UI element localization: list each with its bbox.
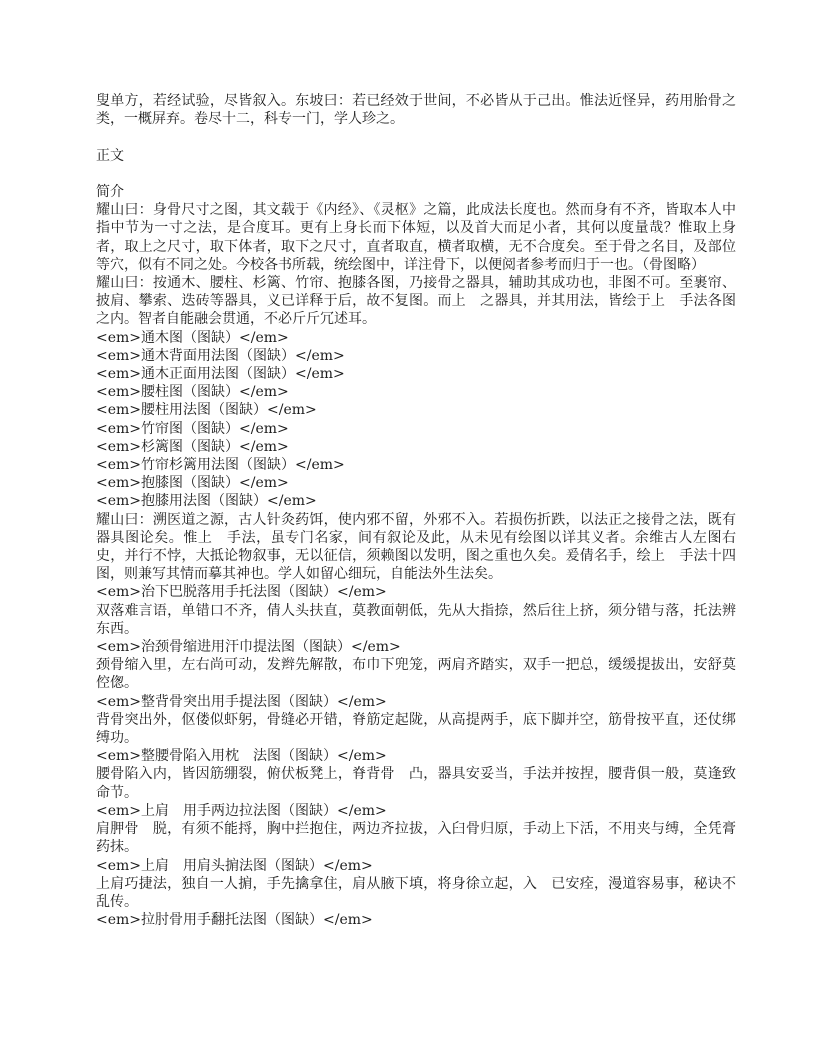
figure-placeholder-line: <em>腰柱用法图（图缺）</em> xyxy=(96,402,317,419)
paragraph: 耀山曰：溯医道之源，古人针灸药饵，使内邪不留，外邪不入。若损伤折跌，以法正之接骨之法，既有器具图论矣。惟上 手法，虽专门名家，间有叙论及此，从未见有绘图以详其义者。余维古人左图右史，并行不悖，大抵论物叙事，无以征信，须赖图以发明，图之重也久矣。爰倩名手，绘上 手法十四图，则兼写其情而摹其神也。学人如留心细玩，自能法外生法矣。 xyxy=(96,511,736,583)
document-body xyxy=(96,92,736,929)
figure-placeholder-line: <em>竹帘图（图缺）</em> xyxy=(96,420,289,437)
figure-placeholder-line: <em>整背骨突出用手提法图（图缺）</em> xyxy=(96,693,387,710)
figure-placeholder-line: <em>通木背面用法图（图缺）</em> xyxy=(96,347,345,364)
figure-placeholder-line: <em>上肩 用手两边拉法图（图缺）</em> xyxy=(96,802,387,819)
section-heading: 正文 xyxy=(96,147,124,164)
blank-line xyxy=(96,165,736,183)
figure-placeholder-line: <em>抱膝图（图缺）</em> xyxy=(96,475,289,492)
figure-placeholder-line: <em>竹帘杉篱用法图（图缺）</em> xyxy=(96,457,345,474)
section-heading: 简介 xyxy=(96,183,124,200)
figure-placeholder-line: <em>腰柱图（图缺）</em> xyxy=(96,384,289,401)
figure-placeholder-line: <em>通木正面用法图（图缺）</em> xyxy=(96,366,345,383)
figure-placeholder-line: <em>上肩 用肩头掮法图（图缺）</em> xyxy=(96,857,373,874)
figure-placeholder-line: <em>杉篱图（图缺）</em> xyxy=(96,438,289,455)
paragraph: 双落难言语，单错口不齐，倩人头扶直，莫教面朝低，先从大指捺，然后往上挤，须分错与落，托法辨东西。 xyxy=(96,602,736,637)
figure-placeholder-line: <em>治颈骨缩进用汗巾提法图（图缺）</em> xyxy=(96,639,401,656)
paragraph: 叟单方，若经试验，尽皆叙入。东坡曰：若已经效于世间，不必皆从于己出。惟法近怪异，药用胎骨之类，一概屏弃。卷尽十二，科专一门，学人珍之。 xyxy=(96,93,736,128)
paragraph: 耀山曰：按通木、腰柱、杉篱、竹帘、抱膝各图，乃接骨之器具，辅助其成功也，非图不可。至裹帘、披肩、攀索、迭砖等器具，义已详释于后，故不复图。而上 之器具，并其用法，皆绘于上 手法各图之内。智者自能融会贯通，不必斤斤冗述耳。 xyxy=(96,275,736,328)
paragraph: 上肩巧捷法，独自一人掮，手先擒拿住，肩从腋下填，将身徐立起，入 已安痊，漫道容易事，秘诀不乱传。 xyxy=(96,875,736,910)
paragraph: 肩胛骨 脱，有须不能捋，胸中拦抱住，两边齐拉拔，入臼骨归原，手动上下活，不用夹与缚，全凭膏药抹。 xyxy=(96,821,736,856)
figure-placeholder-line: <em>治下巴脱落用手托法图（图缺）</em> xyxy=(96,584,387,601)
paragraph: 背骨突出外，伛偻似虾躬，骨缝必开错，脊筋定起陇，从高提两手，底下脚并空，筋骨按平直，还仗绑缚功。 xyxy=(96,711,736,747)
blank-line xyxy=(96,128,736,146)
figure-placeholder-line: <em>通木图（图缺）</em> xyxy=(96,329,289,346)
figure-placeholder-line: <em>抱膝用法图（图缺）</em> xyxy=(96,493,317,510)
figure-placeholder-line: <em>拉肘骨用手翻托法图（图缺）</em> xyxy=(96,912,373,929)
paragraph: 颈骨缩入里，左右尚可动，发辫先解散，布巾下兜笼，两肩齐踏实，双手一把总，缓缓提拔出，安舒莫倥偬。 xyxy=(96,657,736,692)
paragraph: 腰骨陷入内，皆因筋绷裂，俯伏板凳上，脊背骨 凸，器具安妥当，手法并按捏，腰背俱一般，莫逢致命节。 xyxy=(96,766,736,801)
paragraph: 耀山曰：身骨尺寸之图，其文载于《内经》、《灵枢》之篇，此成法长度也。然而身有不齐，皆取本人中指中节为一寸之法，是合度耳。更有上身长而下体短，以及首大而足小者，其何以度量哉？惟取上身者，取上之尺寸，取下体者，取下之尺寸，直者取直，横者取横，无不合度矣。至于骨之名目，及部位等穴，似有不同之处。今校各书所载，统绘图中，详注骨下，以便阅者参考而归于一也。（骨图略） xyxy=(96,202,736,273)
figure-placeholder-line: <em>整腰骨陷入用枕 法图（图缺）</em> xyxy=(96,748,387,765)
